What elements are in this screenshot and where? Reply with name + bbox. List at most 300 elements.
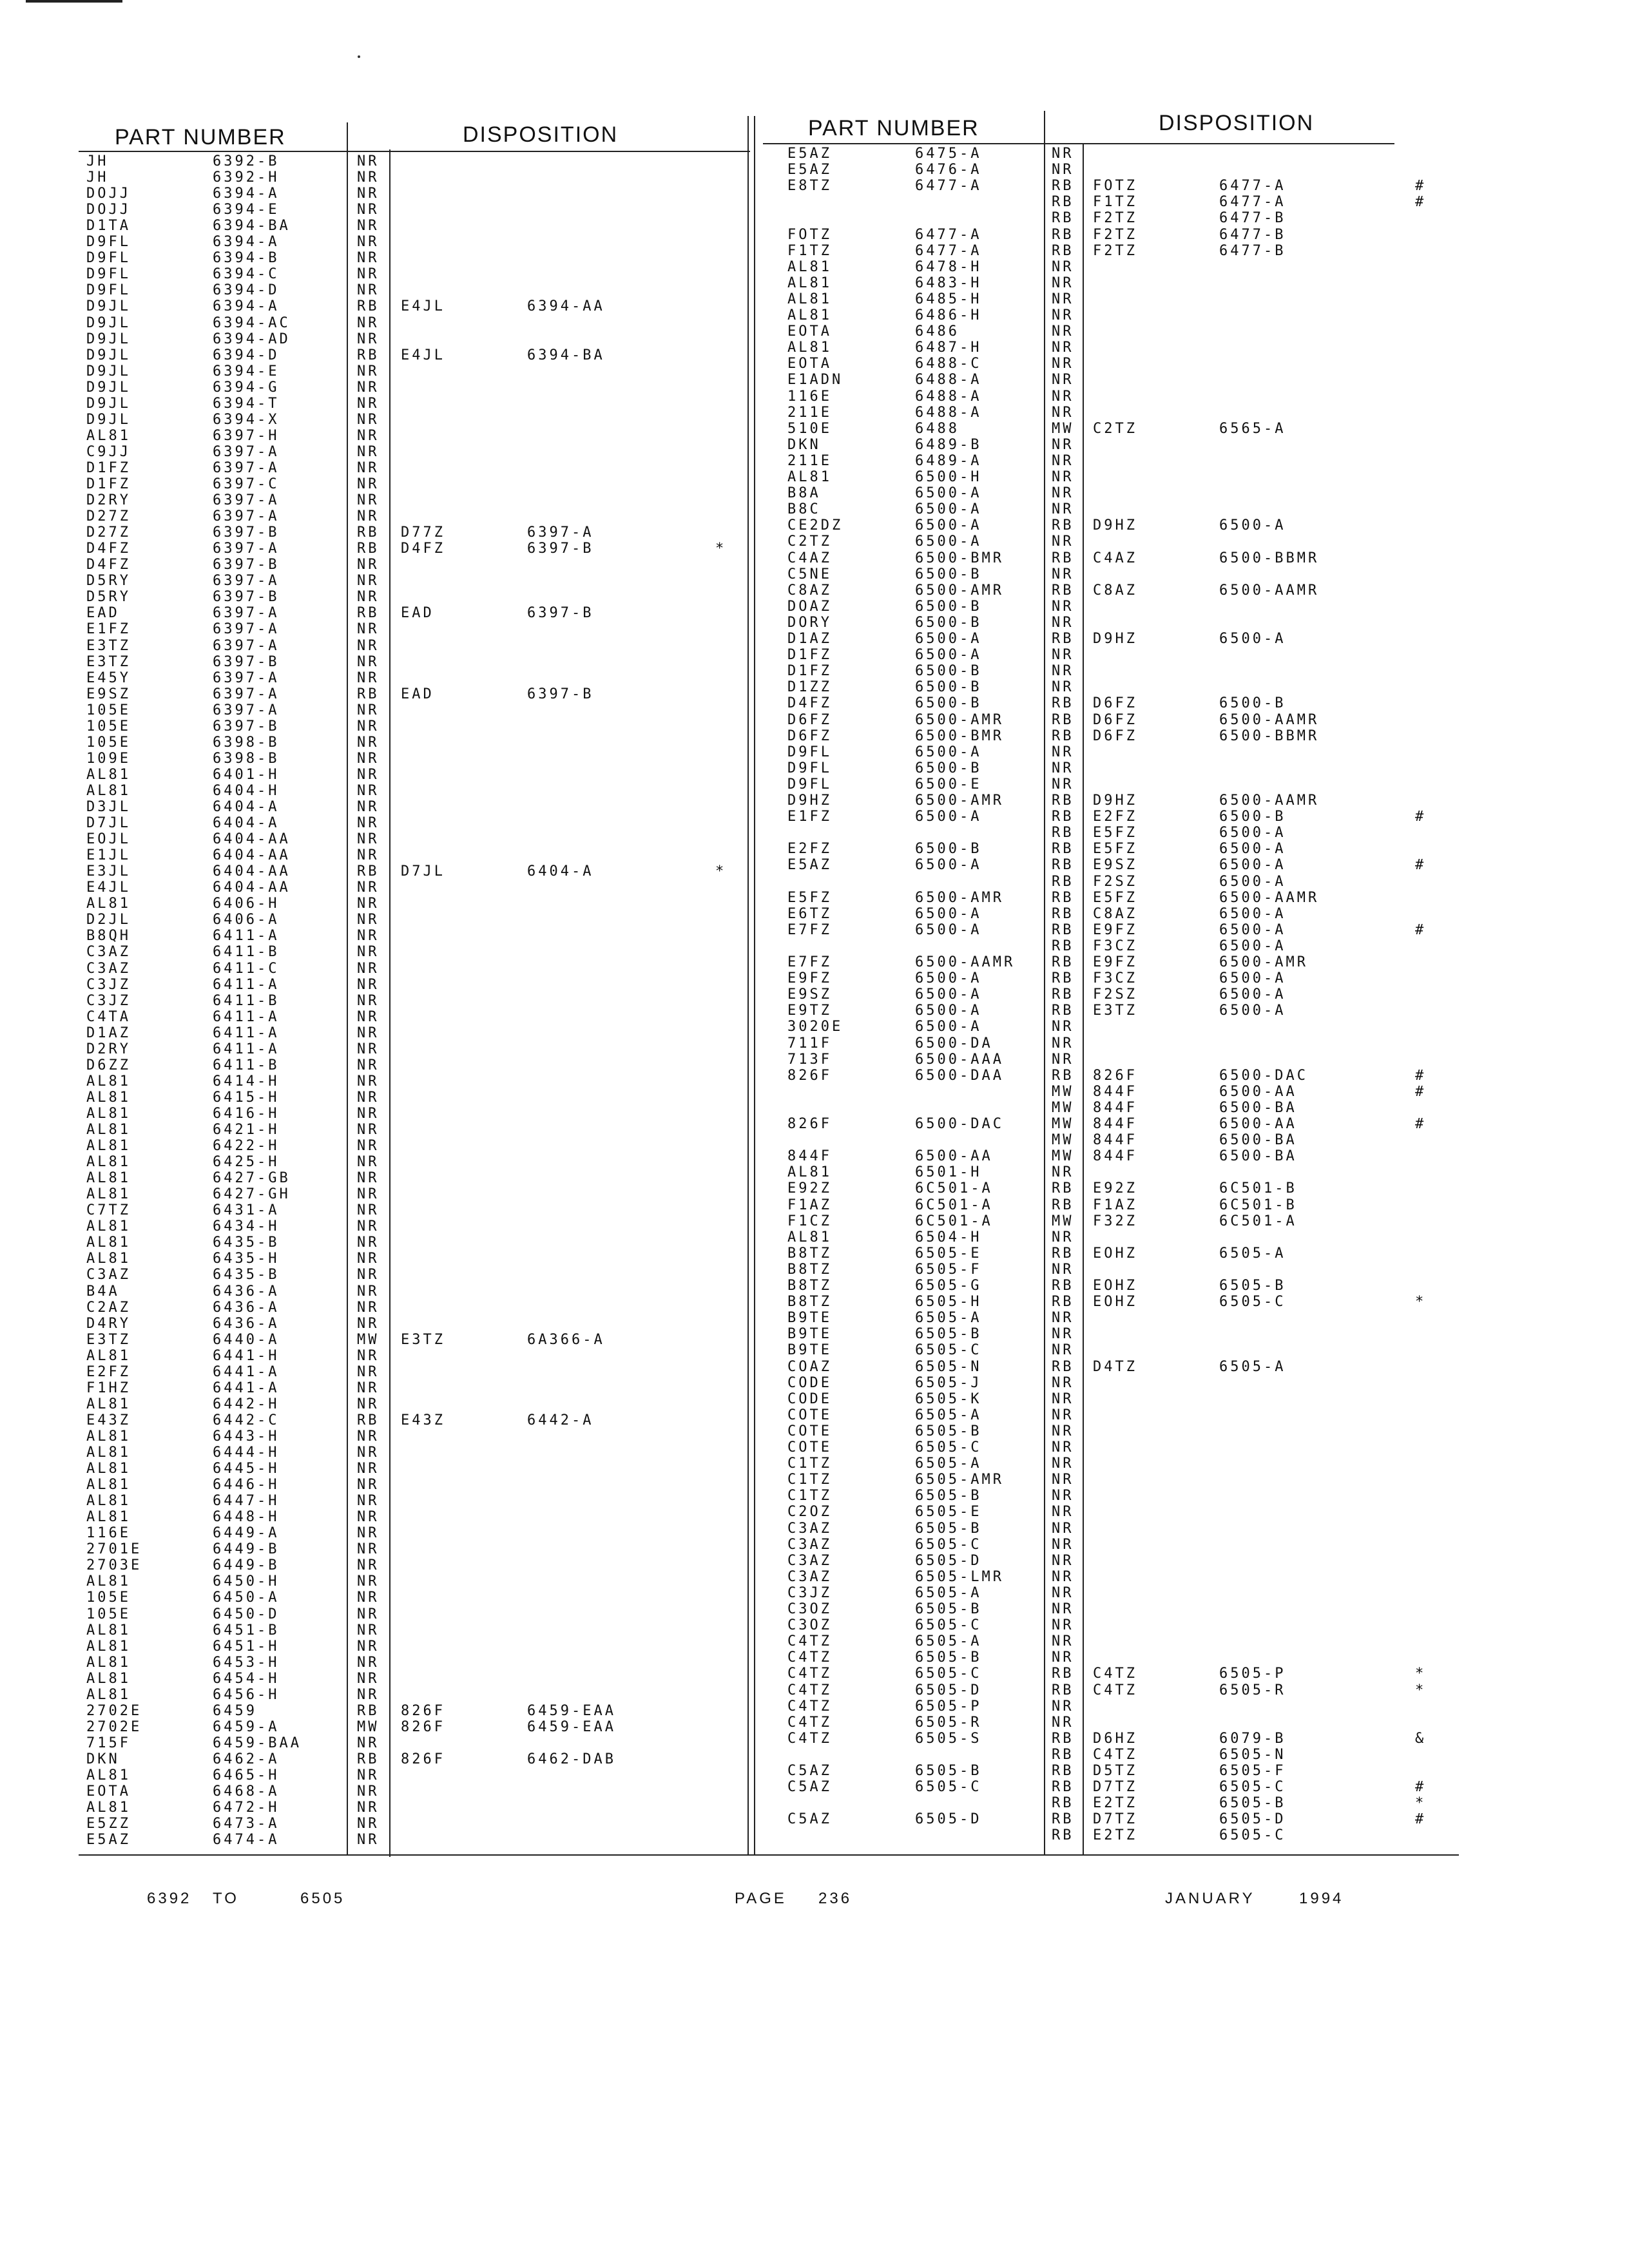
cell-code: NR: [357, 1670, 380, 1687]
footer-page-number: 236: [818, 1890, 853, 1907]
left-code-divider: [389, 149, 390, 1857]
cell-code: RB: [1052, 1067, 1074, 1084]
cell-number: 6411-A: [213, 1024, 280, 1041]
cell-code: NR: [357, 1379, 380, 1396]
cell-prefix: D1ZZ: [787, 679, 832, 696]
cell-number: 6443-H: [213, 1428, 280, 1445]
cell-number: 6447-H: [213, 1493, 280, 1510]
cell-note: *: [715, 863, 727, 880]
cell-prefix: DOJJ: [86, 202, 131, 218]
cell-number: 6505-D: [915, 1682, 982, 1698]
cell-to-number: 6459-EAA: [527, 1718, 616, 1735]
cell-to-prefix: 844F: [1093, 1083, 1137, 1100]
cell-number: 6404-AA: [213, 879, 291, 896]
cell-number: 6500-A: [915, 1003, 982, 1019]
cell-number: 6505-A: [915, 1584, 982, 1601]
cell-number: 6505-H: [915, 1294, 982, 1311]
cell-number: 6415-H: [213, 1089, 280, 1106]
cell-to-number: 6500-AA: [1219, 1083, 1297, 1100]
cell-code: NR: [1052, 1552, 1074, 1569]
cell-prefix: C2OZ: [787, 1504, 832, 1521]
cell-note: #: [1415, 1067, 1427, 1084]
cell-to-number: 6462-DAB: [527, 1751, 616, 1767]
cell-prefix: EOTA: [86, 1783, 131, 1800]
cell-prefix: F1HZ: [86, 1379, 131, 1396]
cell-to-prefix: E4JL: [401, 347, 445, 363]
cell-code: NR: [357, 1573, 380, 1590]
cell-to-number: 6500-A: [1219, 905, 1286, 922]
cell-code: NR: [1052, 1164, 1074, 1181]
cell-code: NR: [1052, 598, 1074, 615]
footer-range-from: 6392: [147, 1890, 192, 1907]
cell-code: RB: [1052, 631, 1074, 647]
cell-number: 6404-A: [213, 815, 280, 832]
cell-code: NR: [1052, 776, 1074, 793]
cell-prefix: EOTA: [787, 356, 832, 372]
cell-prefix: D4FZ: [787, 695, 832, 712]
cell-prefix: D9FL: [86, 250, 131, 267]
cell-number: 6500-A: [915, 533, 982, 550]
cell-code: RB: [357, 686, 380, 702]
cell-code: NR: [357, 1590, 380, 1606]
right-part-number-header: PART NUMBER: [808, 116, 979, 140]
cell-prefix: D27Z: [86, 524, 131, 541]
cell-code: NR: [357, 1800, 380, 1816]
cell-prefix: D1FZ: [787, 663, 832, 680]
footer-range-to: 6505: [300, 1890, 345, 1907]
cell-prefix: 2702E: [86, 1702, 142, 1719]
cell-number: 6505-J: [915, 1374, 982, 1391]
cell-to-prefix: E9SZ: [1093, 857, 1137, 874]
cell-number: 6500-AMR: [915, 889, 1004, 906]
cell-code: NR: [357, 1186, 380, 1203]
cell-code: NR: [1052, 388, 1074, 405]
cell-prefix: AL81: [86, 1218, 131, 1235]
cell-prefix: E1JL: [86, 847, 131, 864]
cell-number: 6451-H: [213, 1638, 280, 1655]
cell-prefix: C3AZ: [787, 1552, 832, 1569]
cell-number: 6505-A: [915, 1456, 982, 1472]
cell-number: 6450-H: [213, 1573, 280, 1590]
center-divider-b: [754, 116, 755, 1856]
cell-number: 6397-A: [213, 686, 280, 702]
cell-prefix: E1FZ: [787, 809, 832, 825]
cell-code: NR: [1052, 1229, 1074, 1245]
cell-to-prefix: EAD: [401, 686, 434, 702]
cell-number: 6434-H: [213, 1218, 280, 1235]
cell-to-prefix: D77Z: [401, 524, 445, 541]
cell-code: RB: [1052, 1827, 1074, 1844]
cell-prefix: C3JZ: [787, 1584, 832, 1601]
cell-number: 6397-A: [213, 669, 280, 686]
cell-code: RB: [357, 541, 380, 557]
cell-number: 6505-S: [915, 1730, 982, 1747]
cell-note: #: [1415, 1779, 1427, 1796]
cell-prefix: C3AZ: [787, 1536, 832, 1553]
cell-to-prefix: E9FZ: [1093, 921, 1137, 938]
cell-number: 6445-H: [213, 1461, 280, 1477]
cell-number: 6451-B: [213, 1622, 280, 1639]
cell-prefix: C8AZ: [787, 582, 832, 599]
cell-number: 6505-D: [915, 1552, 982, 1569]
cell-number: 6422-H: [213, 1138, 280, 1155]
cell-code: RB: [1052, 937, 1074, 954]
cell-number: 6411-B: [213, 1057, 280, 1073]
cell-number: 6468-A: [213, 1783, 280, 1800]
cell-code: RB: [1052, 1003, 1074, 1019]
cell-to-number: 6477-B: [1219, 210, 1286, 227]
cell-code: NR: [1052, 533, 1074, 550]
cell-code: NR: [357, 782, 380, 799]
cell-code: RB: [1052, 1666, 1074, 1682]
cell-prefix: B8TZ: [787, 1245, 832, 1262]
cell-number: 6397-B: [213, 718, 280, 735]
cell-code: NR: [1052, 1051, 1074, 1068]
cell-number: 6441-A: [213, 1363, 280, 1380]
cell-code: NR: [357, 1251, 380, 1267]
cell-code: RB: [1052, 825, 1074, 841]
cell-code: RB: [357, 347, 380, 363]
cell-prefix: EOJL: [86, 831, 131, 848]
cell-prefix: E5AZ: [787, 162, 832, 178]
cell-number: 6450-A: [213, 1590, 280, 1606]
cell-code: RB: [1052, 1278, 1074, 1294]
cell-number: 6505-C: [915, 1666, 982, 1682]
cell-to-prefix: EOHZ: [1093, 1245, 1137, 1262]
cell-to-prefix: C2TZ: [1093, 420, 1137, 437]
cell-number: 6472-H: [213, 1800, 280, 1816]
cell-number: 6431-A: [213, 1202, 280, 1219]
cell-to-prefix: F1AZ: [1093, 1196, 1137, 1213]
cell-code: RB: [1052, 1682, 1074, 1698]
cell-prefix: AL81: [86, 1396, 131, 1412]
cell-code: NR: [357, 1235, 380, 1251]
cell-note: #: [1415, 809, 1427, 825]
cell-code: RB: [357, 524, 380, 541]
cell-number: 6500-A: [915, 647, 982, 664]
left-part-divider: [347, 122, 348, 1856]
cell-to-prefix: F1TZ: [1093, 194, 1137, 211]
cell-number: 6397-B: [213, 653, 280, 670]
cell-code: NR: [357, 702, 380, 718]
cell-code: RB: [1052, 809, 1074, 825]
cell-to-number: 6505-N: [1219, 1746, 1286, 1763]
cell-prefix: AL81: [787, 307, 832, 323]
cell-code: NR: [1052, 1374, 1074, 1391]
cell-prefix: C4TZ: [787, 1714, 832, 1731]
cell-number: 6397-A: [213, 573, 280, 590]
cell-note: #: [1415, 1083, 1427, 1100]
cell-code: NR: [357, 928, 380, 945]
cell-code: NR: [357, 1686, 380, 1703]
cell-to-prefix: F3CZ: [1093, 970, 1137, 987]
cell-to-number: 6397-A: [527, 524, 594, 541]
cell-code: RB: [1052, 727, 1074, 744]
cell-number: 6397-B: [213, 589, 280, 606]
cell-code: NR: [357, 1428, 380, 1445]
cell-to-number: 6505-F: [1219, 1763, 1286, 1779]
cell-prefix: COTE: [787, 1407, 832, 1423]
cell-to-number: 6477-B: [1219, 242, 1286, 259]
cell-prefix: E5AZ: [86, 1832, 131, 1849]
cell-code: RB: [1052, 1763, 1074, 1779]
cell-prefix: D3JL: [86, 799, 131, 815]
cell-prefix: AL81: [86, 1767, 131, 1783]
cell-number: 6505-AMR: [915, 1472, 1004, 1488]
cell-code: RB: [357, 1702, 380, 1719]
cell-code: NR: [357, 363, 380, 380]
cell-number: 6394-A: [213, 186, 280, 202]
cell-number: 6394-X: [213, 411, 280, 428]
cell-prefix: C1TZ: [787, 1456, 832, 1472]
cell-prefix: 109E: [86, 750, 131, 767]
cell-number: 6488-A: [915, 388, 982, 405]
cell-to-prefix: F2SZ: [1093, 986, 1137, 1003]
cell-number: 6483-H: [915, 274, 982, 291]
cell-code: RB: [1052, 1779, 1074, 1796]
cell-number: 6C501-A: [915, 1180, 993, 1197]
cell-prefix: AL81: [86, 1573, 131, 1590]
cell-number: 6500-B: [915, 695, 982, 712]
cell-number: 6448-H: [213, 1509, 280, 1526]
cell-code: NR: [1052, 436, 1074, 453]
cell-number: 6500-A: [915, 857, 982, 874]
cell-number: 6394-G: [213, 379, 280, 396]
cell-code: NR: [1052, 1439, 1074, 1456]
cell-number: 6500-AA: [915, 1148, 993, 1165]
cell-to-number: 6565-A: [1219, 420, 1286, 437]
cell-code: NR: [1052, 760, 1074, 776]
cell-number: 6394-A: [213, 298, 280, 315]
cell-to-number: 6500-B: [1219, 695, 1286, 712]
cell-prefix: D1FZ: [787, 647, 832, 664]
cell-number: 6392-B: [213, 153, 280, 169]
cell-prefix: DORY: [787, 614, 832, 631]
cell-to-prefix: 844F: [1093, 1099, 1137, 1116]
cell-prefix: AL81: [86, 1347, 131, 1364]
cell-number: 6500-BMR: [915, 727, 1004, 744]
cell-prefix: C1TZ: [787, 1472, 832, 1488]
cell-number: 6500-DA: [915, 1035, 993, 1052]
cell-code: NR: [357, 734, 380, 751]
cell-prefix: C9JJ: [86, 443, 131, 460]
cell-to-number: 6C501-A: [1219, 1213, 1297, 1229]
cell-number: 6473-A: [213, 1816, 280, 1832]
cell-prefix: AL81: [787, 291, 832, 307]
left-header-rule: [79, 151, 750, 152]
cell-code: NR: [357, 637, 380, 654]
cell-to-prefix: D7TZ: [1093, 1779, 1137, 1796]
cell-prefix: C2TZ: [787, 533, 832, 550]
cell-number: 6404-AA: [213, 847, 291, 864]
cell-number: 6500-B: [915, 679, 982, 696]
cell-prefix: 713F: [787, 1051, 832, 1068]
cell-number: 6449-B: [213, 1541, 280, 1558]
cell-code: NR: [357, 653, 380, 670]
cell-number: 6505-B: [915, 1601, 982, 1617]
cell-number: 6406-H: [213, 896, 280, 912]
cell-code: RB: [1052, 905, 1074, 922]
cell-code: NR: [357, 1283, 380, 1300]
cell-code: RB: [1052, 1730, 1074, 1747]
cell-to-number: 6C501-B: [1219, 1196, 1297, 1213]
cell-code: RB: [1052, 210, 1074, 227]
cell-number: 6500-A: [915, 517, 982, 534]
cell-code: NR: [357, 282, 380, 299]
cell-to-number: 6500-A: [1219, 857, 1286, 874]
cell-code: RB: [357, 863, 380, 880]
cell-code: NR: [357, 218, 380, 235]
right-disposition-header: DISPOSITION: [1159, 111, 1315, 135]
cell-prefix: D1FZ: [86, 476, 131, 492]
cell-prefix: AL81: [86, 782, 131, 799]
cell-prefix: EAD: [86, 605, 120, 622]
cell-note: *: [1415, 1682, 1427, 1698]
cell-prefix: E92Z: [787, 1180, 832, 1197]
cell-number: 6394-A: [213, 234, 280, 251]
cell-code: NR: [1052, 1407, 1074, 1423]
cell-number: 6500-B: [915, 614, 982, 631]
cell-prefix: 105E: [86, 1590, 131, 1606]
cell-prefix: AL81: [86, 1251, 131, 1267]
cell-number: 6440-A: [213, 1331, 280, 1348]
scan-mark: [26, 0, 122, 3]
cell-code: MW: [357, 1718, 380, 1735]
cell-prefix: E3JL: [86, 863, 131, 880]
cell-number: 6421-H: [213, 1122, 280, 1138]
cell-code: NR: [357, 669, 380, 686]
cell-prefix: F1AZ: [787, 1196, 832, 1213]
cell-prefix: AL81: [787, 469, 832, 485]
cell-number: 6501-H: [915, 1164, 982, 1181]
cell-number: 6505-E: [915, 1504, 982, 1521]
cell-to-number: 6459-EAA: [527, 1702, 616, 1719]
cell-prefix: 211E: [787, 452, 832, 469]
cell-code: NR: [1052, 469, 1074, 485]
cell-prefix: D27Z: [86, 508, 131, 525]
cell-code: RB: [357, 605, 380, 622]
cell-number: 6398-B: [213, 734, 280, 751]
cell-code: RB: [1052, 1795, 1074, 1812]
cell-prefix: 116E: [787, 388, 832, 405]
cell-code: RB: [1052, 970, 1074, 987]
cell-number: 6477-A: [915, 242, 982, 259]
cell-code: RB: [1052, 873, 1074, 890]
cell-to-prefix: E3TZ: [1093, 1003, 1137, 1019]
cell-code: NR: [357, 1767, 380, 1783]
right-code-divider: [1083, 143, 1084, 1856]
cell-code: RB: [1052, 793, 1074, 809]
cell-prefix: E2FZ: [86, 1363, 131, 1380]
cell-code: NR: [1052, 1342, 1074, 1359]
cell-number: 6500-A: [915, 631, 982, 647]
cell-number: 6425-H: [213, 1154, 280, 1171]
cell-code: NR: [357, 443, 380, 460]
cell-number: 6500-A: [915, 921, 982, 938]
cell-code: NR: [1052, 452, 1074, 469]
cell-number: 6474-A: [213, 1832, 280, 1849]
cell-to-prefix: C8AZ: [1093, 905, 1137, 922]
cell-number: 6435-B: [213, 1235, 280, 1251]
cell-prefix: C5NE: [787, 566, 832, 582]
cell-number: 6505-A: [915, 1407, 982, 1423]
cell-prefix: DKN: [787, 436, 821, 453]
cell-prefix: AL81: [86, 1122, 131, 1138]
cell-prefix: C4TZ: [787, 1698, 832, 1715]
cell-code: NR: [1052, 1504, 1074, 1521]
cell-to-number: 6079-B: [1219, 1730, 1286, 1747]
cell-note: #: [1415, 1116, 1427, 1132]
cell-prefix: C4TZ: [787, 1666, 832, 1682]
cell-code: NR: [1052, 1584, 1074, 1601]
cell-code: NR: [357, 1170, 380, 1187]
cell-number: 6394-AC: [213, 314, 291, 331]
cell-prefix: AL81: [86, 1073, 131, 1090]
cell-prefix: JH: [86, 169, 109, 186]
cell-to-number: 6500-B: [1219, 809, 1286, 825]
cell-prefix: D4FZ: [86, 557, 131, 573]
cell-code: RB: [357, 1751, 380, 1767]
right-part-divider: [1044, 111, 1045, 1856]
cell-prefix: C3AZ: [787, 1520, 832, 1537]
cell-prefix: AL81: [86, 1138, 131, 1155]
cell-prefix: 826F: [787, 1116, 832, 1132]
cell-code: MW: [1052, 1148, 1074, 1165]
cell-number: 6411-A: [213, 928, 280, 945]
cell-code: NR: [357, 1218, 380, 1235]
cell-number: 6394-AD: [213, 331, 291, 347]
cell-prefix: E45Y: [86, 669, 131, 686]
cell-number: 6488-A: [915, 372, 982, 389]
left-part-number-header: PART NUMBER: [115, 125, 286, 149]
cell-number: 6505-F: [915, 1261, 982, 1278]
cell-code: NR: [1052, 291, 1074, 307]
cell-prefix: 105E: [86, 718, 131, 735]
cell-code: MW: [1052, 1213, 1074, 1229]
cell-note: *: [715, 541, 727, 557]
cell-prefix: AL81: [86, 896, 131, 912]
cell-number: 6487-H: [915, 340, 982, 356]
cell-to-prefix: C4AZ: [1093, 550, 1137, 566]
cell-note: *: [1415, 1294, 1427, 1311]
cell-prefix: AL81: [86, 766, 131, 783]
cell-number: 6505-D: [915, 1811, 982, 1828]
cell-number: 6397-B: [213, 557, 280, 573]
cell-to-prefix: E5FZ: [1093, 889, 1137, 906]
cell-prefix: AL81: [86, 1154, 131, 1171]
cell-note: #: [1415, 921, 1427, 938]
cell-prefix: C4TA: [86, 1008, 131, 1025]
cell-prefix: B9TE: [787, 1326, 832, 1343]
cell-to-prefix: D4TZ: [1093, 1358, 1137, 1375]
cell-code: NR: [1052, 1714, 1074, 1731]
cell-to-prefix: E2TZ: [1093, 1827, 1137, 1844]
cell-to-number: 6500-A: [1219, 937, 1286, 954]
cell-number: 6459-A: [213, 1718, 280, 1735]
cell-prefix: C3AZ: [86, 1267, 131, 1283]
cell-number: 6486-H: [915, 307, 982, 323]
cell-prefix: B8TZ: [787, 1261, 832, 1278]
cell-prefix: C3AZ: [787, 1568, 832, 1585]
cell-to-number: 6442-A: [527, 1412, 594, 1428]
cell-to-prefix: 826F: [401, 1718, 445, 1735]
cell-to-number: 6477-A: [1219, 194, 1286, 211]
cell-number: 6397-A: [213, 459, 280, 476]
cell-number: 6453-H: [213, 1654, 280, 1671]
cell-prefix: E3TZ: [86, 637, 131, 654]
cell-code: NR: [357, 1509, 380, 1526]
cell-prefix: AL81: [86, 1638, 131, 1655]
